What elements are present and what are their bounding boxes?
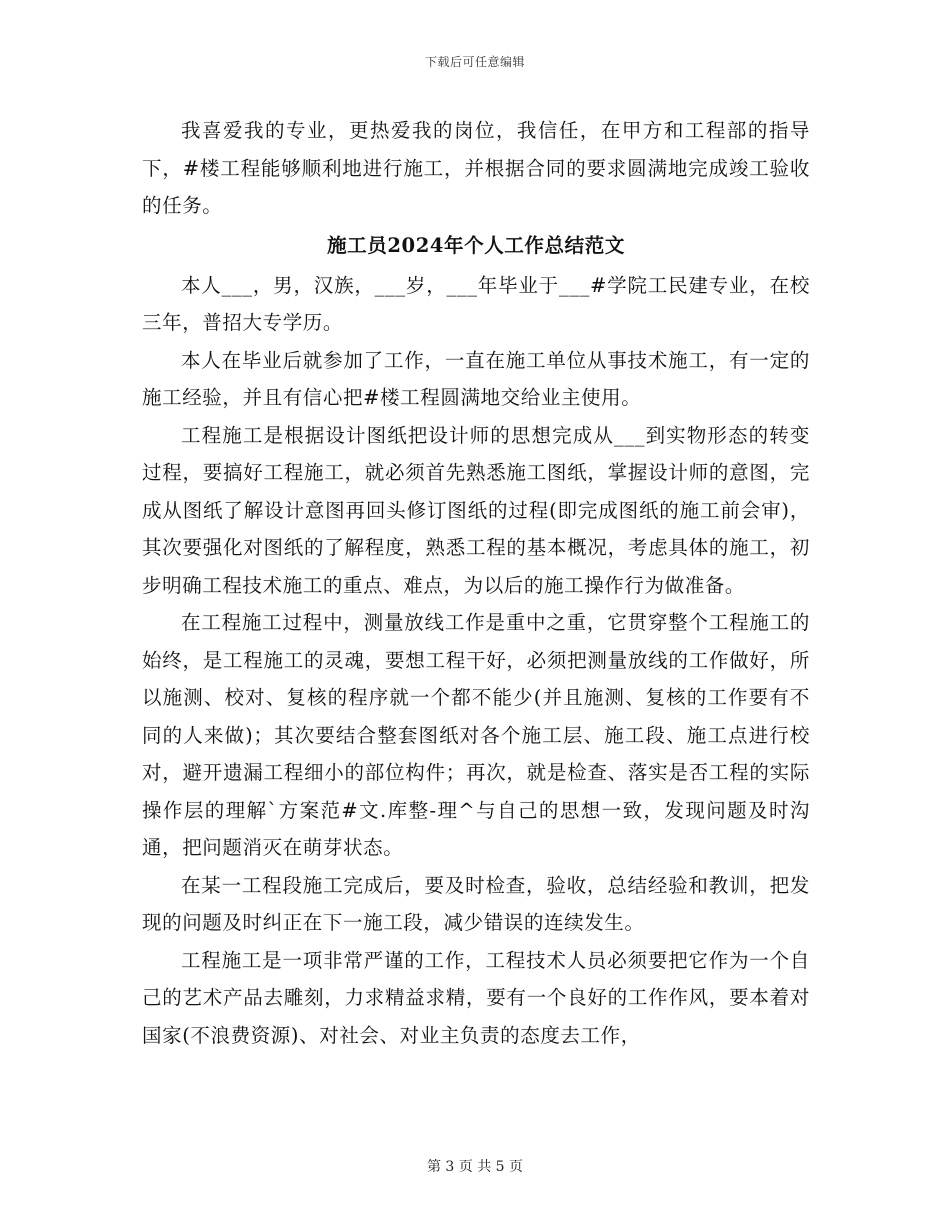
document-body [142,112,810,1054]
paragraph: 在某一工程段施工完成后，要及时检查，验收，总结经验和教训，把发现的问题及时纠正在下一施工段，减少错误的连续发生。 [142,873,810,934]
paragraph: 本人在毕业后就参加了工作，一直在施工单位从事技术施工，有一定的施工经验，并且有信心把#楼工程圆满地交给业主使用。 [142,348,810,409]
section-title: 施工员2024年个人工作总结范文 [327,233,625,257]
page-number: 第 3 页 共 5 页 [426,1159,524,1175]
paragraph: 在工程施工过程中，测量放线工作是重中之重，它贯穿整个工程施工的始终，是工程施工的灵魂，要想工程干好，必须把测量放线的工作做好，所以施测、校对、复核的程序就一个都不能少(并且施测、复核的工作要有不同的人来做)；其次要结合整套图纸对各个施工层、施工段、施工点进行校对，避开遗漏工程细小的部位构件；再次，就是检查、落实是否工程的实际操作层的理解`方案范#文.库整-理^与自己的思想一致，发现问题及时沟通，把问题消灭在萌芽状态。 [142,611,810,859]
paragraph: 工程施工是一项非常严谨的工作，工程技术人员必须要把它作为一个自己的艺术产品去雕刻，力求精益求精，要有一个良好的工作作风，要本着对国家(不浪费资源)、对社会、对业主负责的态度去工作， [142,948,810,1047]
paragraph: 本人___，男，汉族，___岁，___年毕业于___#学院工民建专业，在校三年，普招大专学历。 [142,273,810,334]
paragraph: 我喜爱我的专业，更热爱我的岗位，我信任，在甲方和工程部的指导下，#楼工程能够顺利地进行施工，并根据合同的要求圆满地完成竣工验收的任务。 [142,119,810,217]
page-header: 下载后可任意编辑 [424,55,525,69]
paragraph: 工程施工是根据设计图纸把设计师的思想完成从___到实物形态的转变过程，要搞好工程施工，就必须首先熟悉施工图纸，掌握设计师的意图，完成从图纸了解设计意图再回头修订图纸的过程(即完成图纸的施工前会审)，其次要强化对图纸的了解程度，熟悉工程的基本概况，考虑具体的施工，初步明确工程技术施工的重点、难点，为以后的施工操作行为做准备。 [142,423,810,597]
